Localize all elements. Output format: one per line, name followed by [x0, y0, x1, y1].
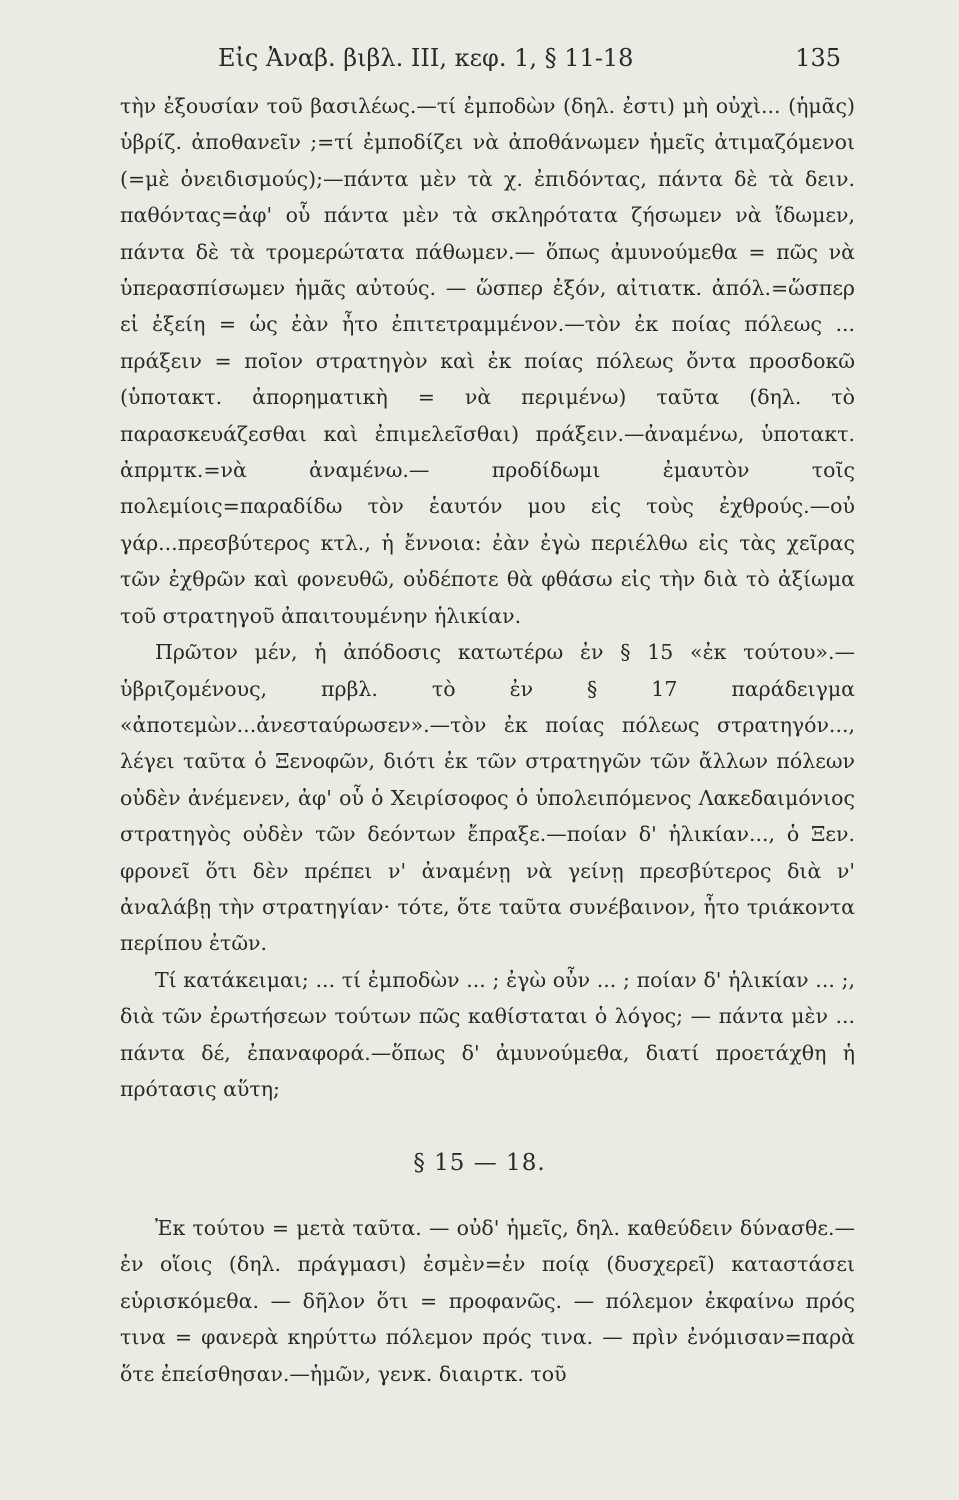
commentary-text — [120, 1210, 855, 1392]
section-heading: § 15 — 18. — [413, 1150, 546, 1176]
running-head: Εἰς Ἀναβ. βιβλ. ΙΙΙ, κεφ. 1, § 11-18 — [218, 44, 634, 72]
commentary-paragraph: τὴν ἐξουσίαν τοῦ βασιλέως.—τί ἐμποδὼν (δηλ. ἐστι) μὴ οὐχὶ... (ἡμᾶς) ὑβρίζ. ἀποθανεῖν ;=τί ἐμποδίζει νὰ ἀποθάνωμεν ἡμεῖς ἀτιμαζόμενοι (=μὲ ὀνειδισμούς);—πάντα μὲν τὰ χ. ἐπιδόντας, πάντα δὲ τὰ δειν. παθόντας=ἀφ' οὗ πάντα μὲν τὰ σκληρότατα ζήσωμεν νὰ ἴδωμεν, πάντα δὲ τὰ τρομερώτατα πάθωμεν.— ὅπως ἀμυνούμεθα = πῶς νὰ ὑπερασπίσωμεν ἡμᾶς αὐτούς. — ὥσπερ ἐξόν, αἰτιατκ. ἀπόλ.=ὥσπερ εἰ ἐξείη = ὡς ἐὰν ἦτο ἐπιτετραμμένον.—τὸν ἐκ ποίας πόλεως ... πράξειν = ποῖον στρατηγὸν καὶ ἐκ ποίας πόλεως ὄντα προσδοκῶ (ὑποτακτ. ἀπορηματικὴ = νὰ περιμένω) ταῦτα (δηλ. τὸ παρασκευάζεσθαι καὶ ἐπιμελεῖσθαι) πράξειν.—ἀναμένω, ὑποτακτ. ἀπρμτκ.=νὰ ἀναμένω.— προδίδωμι ἐμαυτὸν τοῖς πολεμίοις=παραδίδω τὸν ἑαυτόν μου εἰς τοὺς ἐχθρούς.—οὐ γάρ...πρεσβύτερος κτλ., ἡ ἔννοια: ἐὰν ἐγὼ περιέλθω εἰς τὰς χεῖρας τῶν ἐχθρῶν καὶ φονευθῶ, οὐδέποτε θὰ φθάσω εἰς τὴν διὰ τὸ ἀξίωμα τοῦ στρατηγοῦ ἀπαιτουμένην ἡλικίαν. — [120, 94, 855, 628]
commentary-paragraph: Πρῶτον μέν, ἡ ἀπόδοσις κατωτέρω ἐν § 15 «ἐκ τούτου».— ὑβριζομένους, πρβλ. τὸ ἐν § 17 παράδειγμα «ἀποτεμὼν...ἀνεσταύρωσεν».—τὸν ἐκ ποίας πόλεως στρατηγόν..., λέγει ταῦτα ὁ Ξενοφῶν, διότι ἐκ τῶν στρατηγῶν τῶν ἄλλων πόλεων οὐδὲν ἀνέμενεν, ἀφ' οὗ ὁ Χειρίσοφος ὁ ὑπολειπόμενος Λακεδαιμόνιος στρατηγὸς οὐδὲν τῶν δεόντων ἔπραξε.—ποίαν δ' ἡλικίαν..., ὁ Ξεν. φρονεῖ ὅτι δὲν πρέπει ν' ἀναμένῃ νὰ γείνῃ πρεσβύτερος διὰ ν' ἀναλάβῃ τὴν στρατηγίαν· τότε, ὅτε ταῦτα συνέβαινον, ἦτο τριάκοντα περίπου ἐτῶν. — [120, 640, 855, 956]
page-header — [0, 44, 959, 84]
commentary-paragraph: Ἐκ τούτου = μετὰ ταῦτα. — οὐδ' ἡμεῖς, δηλ. καθεύδειν δύνασθε.—ἐν οἵοις (δηλ. πράγμασι) ἐσμὲν=ἐν ποίᾳ (δυσχερεῖ) καταστάσει εὑρισκόμεθα. — δῆλον ὅτι = προφανῶς. — πόλεμον ἐκφαίνω πρός τινα = φανερὰ κηρύττω πόλεμον πρός τινα. — πρὶν ἐνόμισαν=παρὰ ὅτε ἐπείσθησαν.—ἡμῶν, γενκ. διαιρτκ. τοῦ — [120, 1216, 855, 1386]
commentary-text — [120, 88, 855, 1107]
commentary-paragraph: Τί κατάκειμαι; ... τί ἐμποδὼν ... ; ἐγὼ οὖν ... ; ποίαν δ' ἡλικίαν ... ;, διὰ τῶν ἐρωτήσεων τούτων πῶς καθίσταται ὁ λόγος; — πάντα μὲν ... πάντα δέ, ἐπαναφορά.—ὅπως δ' ἀμυνούμεθα, διατί προετάχθη ἡ πρότασις αὕτη; — [120, 967, 855, 1101]
page-number: 135 — [795, 44, 841, 72]
